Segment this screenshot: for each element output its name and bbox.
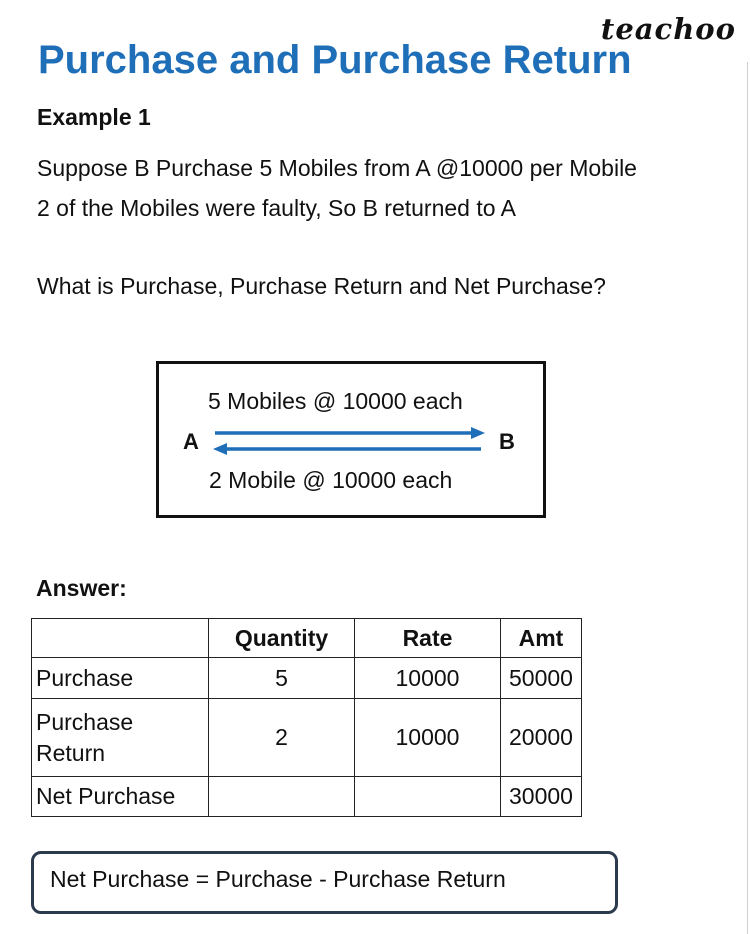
row-label: Purchase [32,658,209,699]
row-quantity: 5 [209,658,355,699]
header-quantity: Quantity [209,619,355,658]
question-line-3: What is Purchase, Purchase Return and Net Purchase? [37,273,606,299]
row-quantity: 2 [209,699,355,777]
row-label-line-1: Purchase [36,708,134,735]
row-rate: 10000 [355,658,501,699]
page-edge-rule [747,62,748,934]
purchase-arrow [215,427,485,439]
row-rate: 10000 [355,699,501,777]
purchase-label: 5 Mobiles @ 10000 each [208,388,463,414]
row-amt: 50000 [501,658,582,699]
page-title: Purchase and Purchase Return [38,38,632,82]
row-amt: 20000 [501,699,582,777]
row-label-line-2: Return [36,739,106,766]
table-row [32,699,582,777]
row-quantity [209,777,355,817]
node-a-label: A [183,429,199,454]
table-row [32,658,582,699]
example-heading: Example 1 [37,104,151,130]
row-label: Net Purchase [32,777,209,817]
formula-box: Net Purchase = Purchase - Purchase Return [31,851,618,914]
table-header-row [32,619,582,658]
header-empty [32,619,209,658]
header-amt: Amt [501,619,582,658]
header-rate: Rate [355,619,501,658]
table-row [32,777,582,817]
node-b-label: B [499,429,515,454]
answer-table [31,618,582,817]
row-rate [355,777,501,817]
answer-heading: Answer: [36,575,127,601]
row-label [32,699,209,777]
question-line-1: Suppose B Purchase 5 Mobiles from A @10000 per Mobile [37,155,637,181]
return-label: 2 Mobile @ 10000 each [209,467,453,493]
transaction-diagram [156,361,546,518]
row-amt: 30000 [501,777,582,817]
question-line-2: 2 of the Mobiles were faulty, So B returned to A [37,195,517,221]
brand-logo: teachoo [600,12,736,46]
return-arrow [213,443,481,455]
